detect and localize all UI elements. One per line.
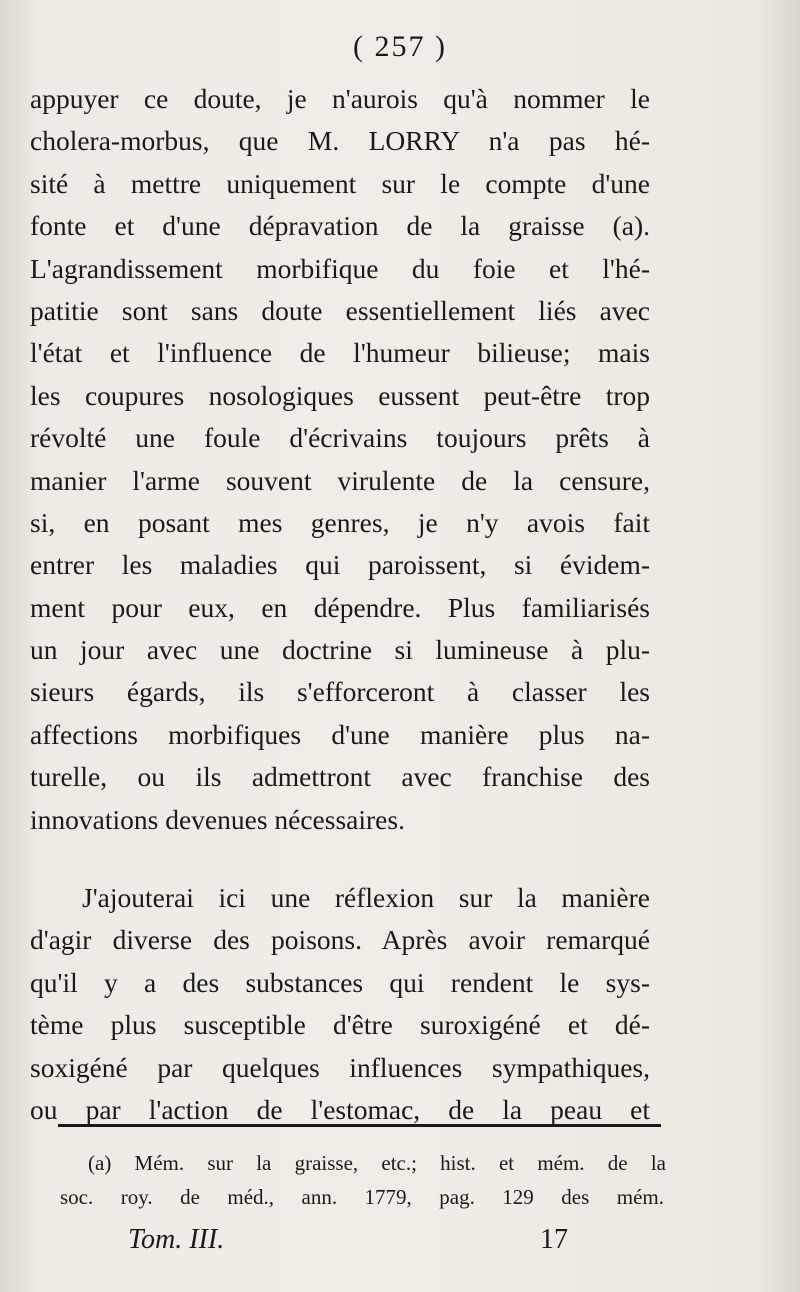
text-line: un jour avec une doctrine si lumineuse à plu- — [30, 634, 650, 666]
footnote — [60, 1146, 666, 1214]
sheet-signature: 17 — [540, 1224, 568, 1255]
text-line: l'état et l'influence de l'humeur bilieuse; mais — [30, 337, 650, 369]
page-number: ( 257 ) — [353, 30, 447, 63]
text-line: cholera-morbus, que M. LORRY n'a pas hé- — [30, 125, 650, 157]
text-line: révolté une foule d'écrivains toujours prêts à — [30, 422, 650, 454]
text-line: appuyer ce doute, je n'aurois qu'à nommer le — [30, 83, 650, 114]
paragraph-1 — [30, 78, 650, 841]
text-line: qu'il y a des substances qui rendent le sys- — [30, 966, 650, 998]
text-line: J'ajouterai ici une réflexion sur la manière — [82, 882, 650, 914]
text-line: patitie sont sans doute essentiellement liés avec — [30, 294, 650, 326]
text-line: d'agir diverse des poisons. Après avoir remarqué — [30, 924, 650, 956]
text-line: turelle, ou ils admettront avec franchise des — [30, 761, 650, 793]
text-line: L'agrandissement morbifique du foie et l'hé- — [30, 252, 650, 284]
text-line: fonte et d'une dépravation de la graisse (a). — [30, 210, 650, 242]
text-line: tème plus susceptible d'être suroxigéné et dé- — [30, 1009, 650, 1041]
text-line: les coupures nosologiques eussent peut-être trop — [30, 379, 650, 411]
text-line: affections morbifiques d'une manière plus na- — [30, 718, 650, 750]
text-line: manier l'arme souvent virulente de la censure, — [30, 464, 650, 496]
footnote-line: (a) Mém. sur la graisse, etc.; hist. et mém. de la — [88, 1151, 666, 1175]
body-text — [30, 78, 650, 1131]
text-line: si, en posant mes genres, je n'y avois fait — [30, 506, 650, 538]
text-line: ment pour eux, en dépendre. Plus familiarisés — [30, 591, 650, 623]
text-line: sité à mettre uniquement sur le compte d'une — [30, 167, 650, 199]
volume-signature: Tom. III. — [128, 1224, 225, 1255]
text-line: soxigéné par quelques influences sympathiques, — [30, 1051, 650, 1083]
text-line: ou par l'action de l'estomac, de la peau et — [30, 1093, 650, 1125]
text-line: innovations devenues nécessaires. — [30, 803, 405, 835]
footnote-rule — [58, 1124, 661, 1127]
footnote-line: soc. roy. de méd., ann. 1779, pag. 129 des mém. — [60, 1185, 664, 1209]
text-line: entrer les maladies qui paroissent, si évidem- — [30, 549, 650, 581]
text-line: sieurs égards, ils s'efforceront à classer les — [30, 676, 650, 708]
paragraph-2 — [30, 877, 650, 1131]
